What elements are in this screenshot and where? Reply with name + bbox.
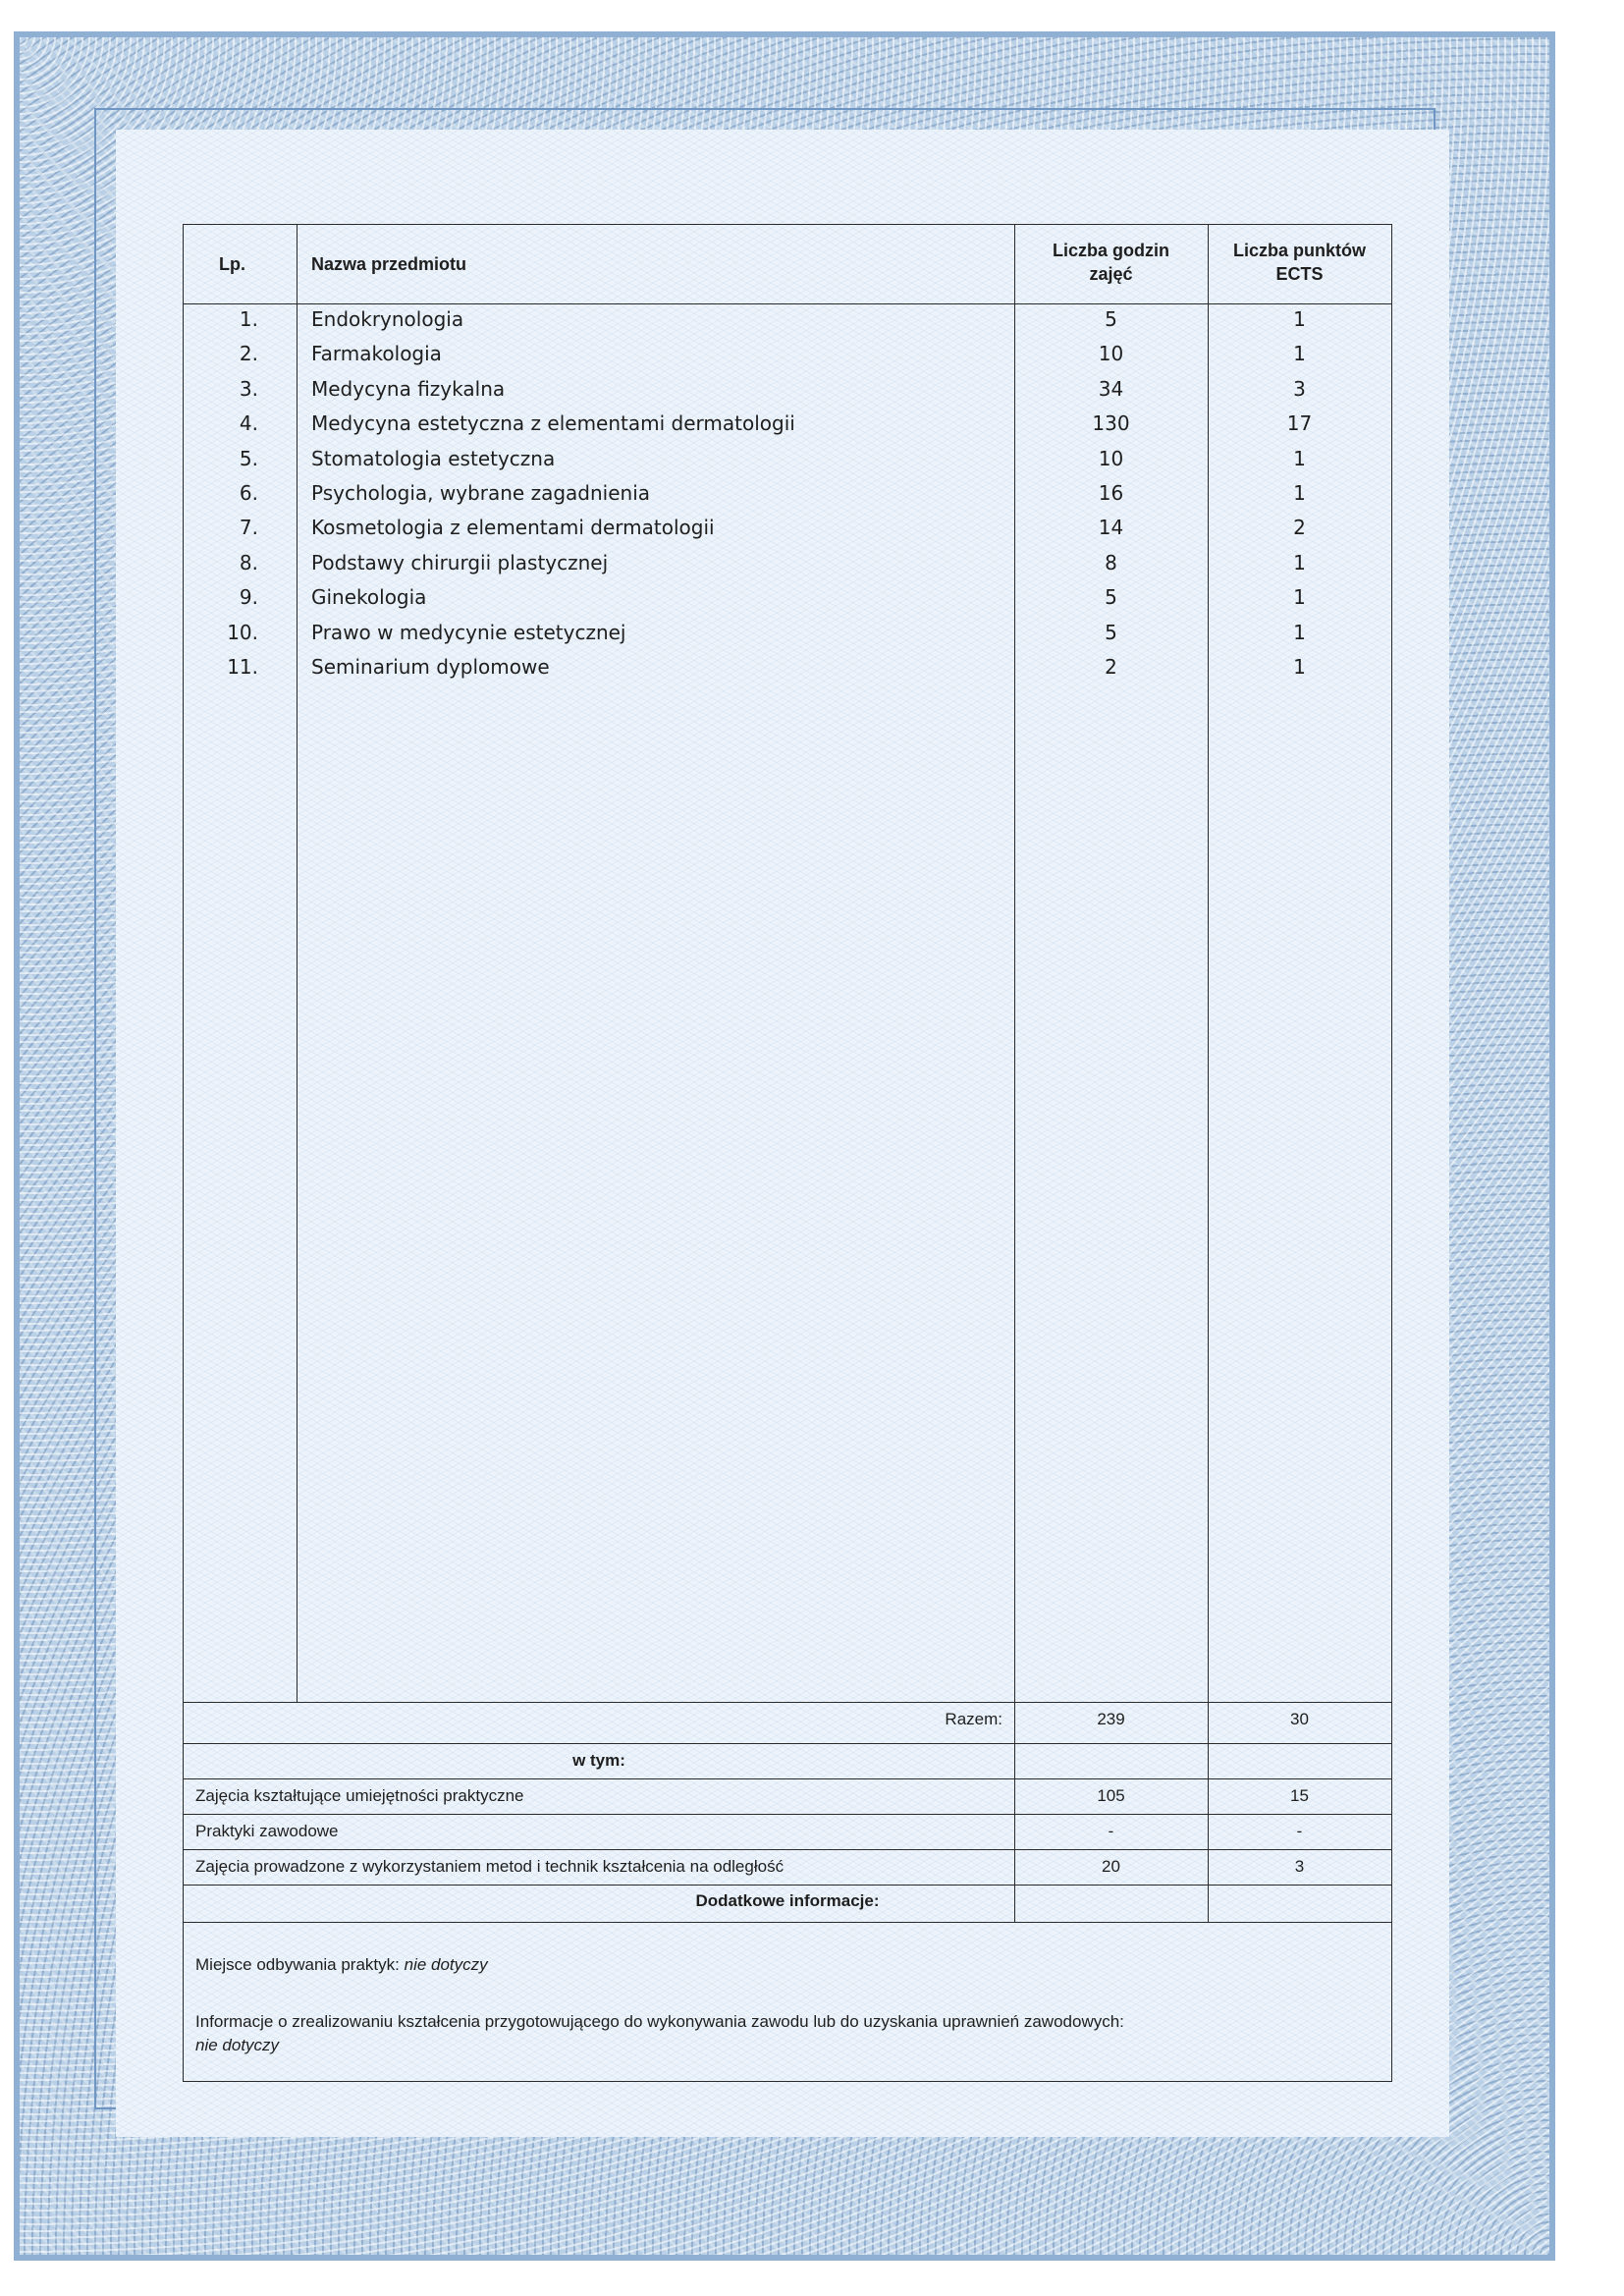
row-lp: 2.: [239, 342, 258, 366]
row-hours: 16: [1098, 481, 1124, 505]
total-label: Razem:: [945, 1710, 1002, 1728]
header-hours-line1: Liczba godzin: [1053, 241, 1169, 260]
row-lp: 4.: [239, 411, 258, 436]
breakdown-ects-internship: -: [1296, 1822, 1303, 1840]
row-ects: 3: [1293, 376, 1306, 401]
header-hours: [1014, 239, 1208, 286]
courses-table: [183, 224, 1392, 2082]
row-hours: 8: [1105, 550, 1117, 574]
header-ects-line1: Liczba punktów: [1233, 241, 1366, 260]
breakdown-hours-internship: -: [1108, 1822, 1114, 1840]
row-lp: 11.: [227, 655, 258, 679]
column-divider-hours: [1208, 225, 1209, 1922]
row-lp: 10.: [227, 620, 258, 644]
row-ects: 1: [1293, 307, 1306, 331]
row-ects: 1: [1293, 655, 1306, 679]
row-ects: 1: [1293, 550, 1306, 574]
row-ects: 1: [1293, 585, 1306, 610]
breakdown-ects-remote: 3: [1294, 1857, 1305, 1876]
row-hours: 5: [1105, 585, 1117, 610]
practice-place-value: nie dotyczy: [404, 1955, 488, 1974]
column-divider-name: [1014, 225, 1015, 1922]
row-hours: 130: [1092, 411, 1130, 436]
additional-info-title-bottom-line: [184, 1922, 1391, 1923]
including-label: w tym:: [572, 1751, 625, 1770]
breakdown-hours-practical: 105: [1097, 1786, 1125, 1805]
row-lp: 7.: [239, 516, 258, 540]
row-name: Prawo w medycynie estetycznej: [311, 620, 626, 644]
breakdown-2-bottom-line: [184, 1849, 1391, 1850]
column-divider-lp: [297, 225, 298, 1702]
including-bottom-line: [184, 1778, 1391, 1779]
row-name: Ginekologia: [311, 585, 427, 610]
header-bottom-line: [184, 303, 1391, 304]
professional-info-label: Informacje o zrealizowaniu kształcenia przygotowującego do wykonywania zawodu lub do uzyskania uprawnień zawodowych:: [195, 2012, 1124, 2031]
row-ects: 1: [1293, 342, 1306, 366]
header-lp: Lp.: [219, 254, 245, 274]
total-ects: 30: [1290, 1710, 1309, 1728]
row-name: Medycyna fizykalna: [311, 376, 506, 401]
row-name: Stomatologia estetyczna: [311, 446, 556, 470]
total-bottom-line: [184, 1743, 1391, 1744]
row-hours: 5: [1105, 620, 1117, 644]
header-hours-line2: zajęć: [1089, 264, 1133, 284]
row-hours: 14: [1098, 516, 1124, 540]
breakdown-label-remote: Zajęcia prowadzone z wykorzystaniem metod i technik kształcenia na odległość: [195, 1857, 785, 1876]
row-ects: 1: [1293, 446, 1306, 470]
row-lp: 3.: [239, 376, 258, 401]
row-name: Psychologia, wybrane zagadnienia: [311, 481, 651, 505]
header-name: Nazwa przedmiotu: [311, 254, 467, 274]
row-ects: 17: [1286, 411, 1313, 436]
row-lp: 8.: [239, 550, 258, 574]
breakdown-hours-remote: 20: [1102, 1857, 1120, 1876]
practice-place-label: Miejsce odbywania praktyk:: [195, 1955, 400, 1974]
row-hours: 5: [1105, 307, 1117, 331]
row-name: Medycyna estetyczna z elementami dermatologii: [311, 411, 795, 436]
breakdown-1-bottom-line: [184, 1814, 1391, 1815]
row-name: Farmakologia: [311, 342, 442, 366]
row-lp: 6.: [239, 481, 258, 505]
row-name: Podstawy chirurgii plastycznej: [311, 550, 609, 574]
row-name: Kosmetologia z elementami dermatologii: [311, 516, 715, 540]
row-lp: 5.: [239, 446, 258, 470]
total-hours: 239: [1097, 1710, 1125, 1728]
breakdown-label-practical: Zajęcia kształtujące umiejętności praktyczne: [195, 1786, 524, 1805]
row-name: Seminarium dyplomowe: [311, 655, 550, 679]
row-hours: 34: [1098, 376, 1124, 401]
body-bottom-line: [184, 1702, 1391, 1703]
row-hours: 2: [1105, 655, 1117, 679]
row-ects: 2: [1293, 516, 1306, 540]
row-hours: 10: [1098, 342, 1124, 366]
breakdown-label-internship: Praktyki zawodowe: [195, 1822, 339, 1840]
row-lp: 9.: [239, 585, 258, 610]
header-ects: [1208, 239, 1391, 286]
header-ects-line2: ECTS: [1275, 264, 1324, 284]
row-hours: 10: [1098, 446, 1124, 470]
row-ects: 1: [1293, 620, 1306, 644]
breakdown-ects-practical: 15: [1290, 1786, 1309, 1805]
row-ects: 1: [1293, 481, 1306, 505]
practice-place: [195, 1955, 488, 1975]
row-name: Endokrynologia: [311, 307, 464, 331]
professional-info-value: nie dotyczy: [195, 2036, 280, 2054]
breakdown-3-bottom-line: [184, 1885, 1391, 1886]
row-lp: 1.: [239, 307, 258, 331]
additional-info-title: Dodatkowe informacje:: [695, 1891, 880, 1910]
